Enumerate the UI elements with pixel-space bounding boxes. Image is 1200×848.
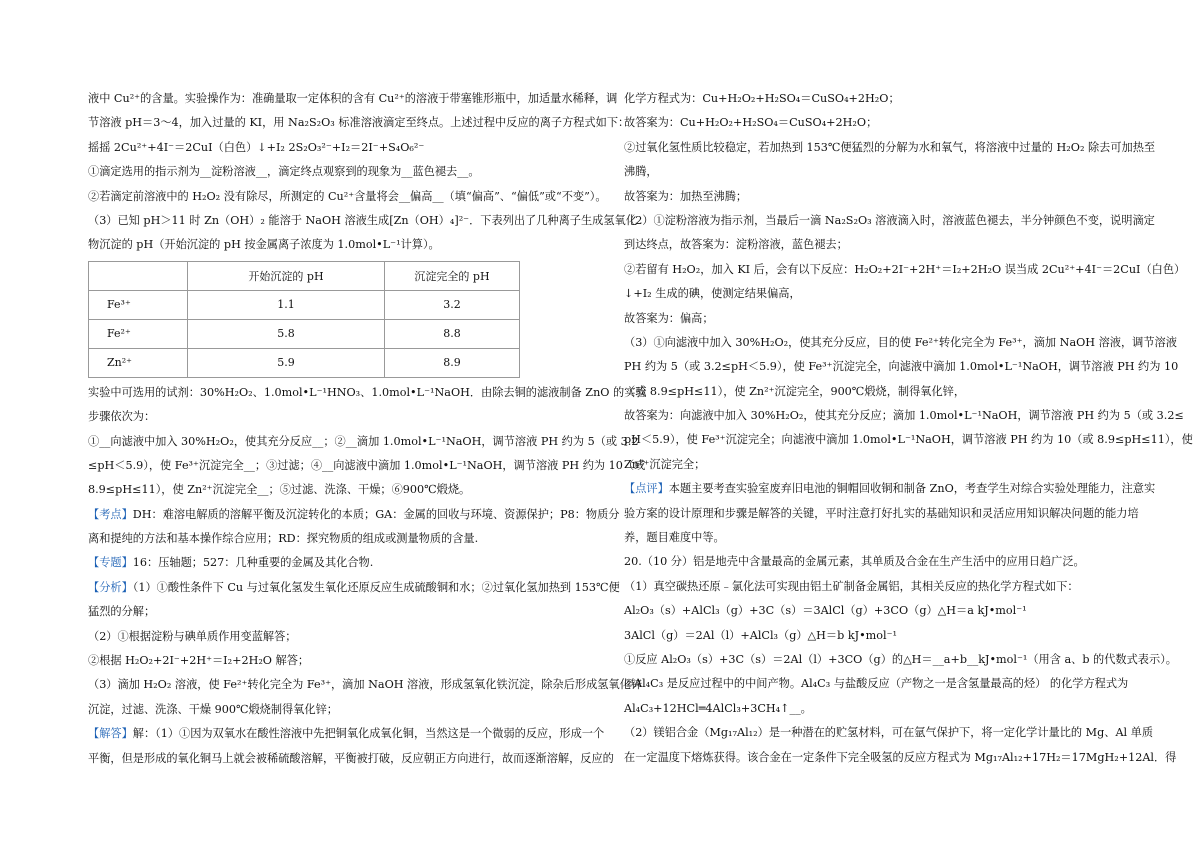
- text-line: （3）滴加 H₂O₂ 溶液，使 Fe²⁺转化完全为 Fe³⁺，滴加 NaOH 溶液，形成氢氧化铁沉淀，除杂后形成氢氧化锌: [88, 678, 643, 692]
- kaodian-text: DH：难溶电解质的溶解平衡及沉淀转化的本质；GA：金属的回收与环境、资源保护；P8：物质分: [132, 507, 620, 521]
- text-line: ①滴定选用的指示剂为__淀粉溶液__，滴定终点观察到的现象为__蓝色褪去__。: [88, 165, 480, 179]
- text-line: 沉淀，过滤、洗涤、干燥 900℃煅烧制得氧化锌；: [88, 702, 338, 716]
- table-cell: Fe³⁺: [89, 290, 188, 319]
- text-line: 沸腾，: [624, 165, 658, 179]
- text-line: 故答案为：加热至沸腾；: [624, 189, 748, 203]
- jieda-tag: 【解答】: [88, 727, 133, 741]
- text-line: ②过氧化氢性质比较稳定，若加热到 153℃便猛烈的分解为水和氧气，将溶液中过量的 H₂O₂ 除去可加热至: [624, 140, 1156, 154]
- text-line: ②根据 H₂O₂+2I⁻+2H⁺＝I₂+2H₂O 解答；: [88, 654, 310, 668]
- table-cell: Fe²⁺: [89, 319, 188, 348]
- kaodian-tag: 【考点】: [88, 507, 133, 521]
- text-line: 故答案为：Cu+H₂O₂+H₂SO₄＝CuSO₄+2H₂O；: [624, 116, 878, 130]
- table-row: [89, 290, 520, 319]
- ph-table: [88, 261, 520, 378]
- text-line: 物沉淀的 pH（开始沉淀的 pH 按金属离子浓度为 1.0mol•L⁻¹计算）。: [88, 238, 440, 252]
- dianping-tag: 【点评】: [624, 482, 669, 496]
- table-cell: 5.9: [188, 348, 385, 377]
- table-header-row: [89, 261, 520, 290]
- table-row: [89, 319, 520, 348]
- question-heading: 20.（10 分）铝是地壳中含量最高的金属元素，其单质及合金在生产生活中的应用日趋广泛。: [624, 555, 1085, 569]
- text-line: 化学方程式为：Cu+H₂O₂+H₂SO₄＝CuSO₄+2H₂O；: [624, 92, 900, 105]
- text-line: 离和提纯的方法和基本操作综合应用；RD：探究物质的组成或测量物质的含量.: [88, 532, 479, 546]
- text-line: 在一定温度下熔炼获得。该合金在一定条件下完全吸氢的反应方程式为 Mg₁₇Al₁₂+17H₂＝17MgH₂+12Al．得: [624, 750, 1177, 764]
- text-line: 节溶液 pH＝3～4，加入过量的 KI，用 Na₂S₂O₃ 标准溶液滴定至终点。上述过程中反应的离子方程式如下：: [88, 116, 630, 130]
- text-line: 故答案为：向滤液中加入 30%H₂O₂，使其充分反应；滴加 1.0mol•L⁻¹NaOH，调节溶液 PH 约为 5（或 3.2≤: [624, 409, 1184, 423]
- table-cell: 1.1: [188, 290, 385, 319]
- text-line: ①__向滤液中加入 30%H₂O₂，使其充分反应__；②__滴加 1.0mol•L⁻¹NaOH，调节溶液 PH 约为 5（或 3.2: [88, 434, 639, 448]
- text-line: 步骤依次为：: [88, 410, 156, 424]
- text-line: ②若滴定前溶液中的 H₂O₂ 没有除尽，所测定的 Cu²⁺含量将会__偏高__（填“偏高”、“偏低”或“不变”）。: [88, 189, 607, 203]
- fenxi-tag: 【分析】: [88, 580, 133, 594]
- text-line: 平衡，但是形成的氧化铜马上就会被稀硫酸溶解，平衡被打破，反应朝正方向进行，故而逐渐溶解，反应的: [88, 751, 614, 765]
- text-line: 实验中可选用的试剂：30%H₂O₂、1.0mol•L⁻¹HNO₃、1.0mol•L⁻¹NaOH．由除去铜的滤液制备 ZnO 的实验: [88, 385, 647, 399]
- fenxi-text: （1）①酸性条件下 Cu 与过氧化氢发生氧化还原反应生成硫酸铜和水；②过氧化氢加热到 153℃便: [132, 580, 620, 594]
- zhuanti-text: 16：压轴题；527：几种重要的金属及其化合物.: [132, 556, 374, 570]
- text-line: 摇摇 2Cu²⁺+4I⁻＝2CuI（白色）↓+I₂ 2S₂O₃²⁻+I₂＝2I⁻+S₄O₆²⁻: [88, 140, 425, 154]
- dianping-line: [624, 482, 1156, 496]
- table-cell: 3.2: [385, 290, 520, 319]
- table-cell: 8.9: [385, 348, 520, 377]
- fenxi-line: [88, 580, 620, 595]
- dianping-text: 本题主要考查实验室废弃旧电池的铜帽回收铜和制备 ZnO，考查学生对综合实验处理能力，注意实: [668, 482, 1156, 496]
- table-cell: 8.8: [385, 319, 520, 348]
- text-line: 故答案为：偏高；: [624, 311, 714, 325]
- text-line: 8.9≤pH≤11），使 Zn²⁺沉淀完全__；⑤过滤、洗涤、干燥；⑥900℃煅烧。: [88, 483, 471, 497]
- table-header-cell: 沉淀完全的 pH: [385, 261, 520, 290]
- kaodian-line: [88, 507, 620, 522]
- zhuanti-tag: 【专题】: [88, 556, 133, 570]
- text-line: 验方案的设计原理和步骤是解答的关键，平时注意打好扎实的基础知识和灵活应用知识解决问题的能力培: [624, 506, 1139, 520]
- text-line: 猛烈的分解；: [88, 605, 156, 619]
- text-line: （或 8.9≤pH≤11），使 Zn²⁺沉淀完全，900℃煅烧，制得氧化锌，: [624, 384, 966, 398]
- text-line: 养，题目难度中等。: [624, 531, 725, 545]
- text-line: Al₂O₃（s）+AlCl₃（g）+3C（s）＝3AlCl（g）+3CO（g）△H＝a kJ•mol⁻¹: [624, 604, 1027, 618]
- text-line: ②若留有 H₂O₂，加入 KI 后，会有以下反应：H₂O₂+2I⁻+2H⁺＝I₂+2H₂O 误当成 2Cu²⁺+4I⁻＝2CuI（白色）: [624, 262, 1186, 276]
- text-line: PH 约为 5（或 3.2≤pH＜5.9），使 Fe³⁺沉淀完全，向滤液中滴加 1.0mol•L⁻¹NaOH，调节溶液 PH 约为 10: [624, 360, 1179, 374]
- table-header-cell: 开始沉淀的 pH: [188, 261, 385, 290]
- jieda-text: 解：（1）①因为双氧水在酸性溶液中先把铜氧化成氧化铜，当然这是一个微弱的反应，形成一个: [132, 727, 605, 741]
- table-row: [89, 348, 520, 377]
- text-line: ②Al₄C₃ 是反应过程中的中间产物。Al₄C₃ 与盐酸反应（产物之一是含氢量最高的烃） 的化学方程式为: [624, 677, 1129, 691]
- text-line: ①反应 Al₂O₃（s）+3C（s）＝2Al（l）+3CO（g）的△H＝__a+b__kJ•mol⁻¹（用含 a、b 的代数式表示）。: [624, 652, 1177, 666]
- text-line: ↓+I₂ 生成的碘，使测定结果偏高，: [624, 287, 801, 301]
- text-line: （2）镁铝合金（Mg₁₇Al₁₂）是一种潜在的贮氢材料，可在氩气保护下，将一定化学计量比的 Mg、Al 单质: [624, 726, 1154, 740]
- text-line: Al₄C₃+12HCl═4AlCl₃+3CH₄↑__。: [624, 701, 812, 715]
- text-line: （1）真空碳热还原﹣氯化法可实现由铝土矿制备金属铝，其相关反应的热化学方程式如下：: [624, 579, 1079, 593]
- table-cell: Zn²⁺: [89, 348, 188, 377]
- text-line: 液中 Cu²⁺的含量。实验操作为：准确量取一定体积的含有 Cu²⁺的溶液于带塞锥形瓶中，加适量水稀释，调: [88, 92, 618, 105]
- text-line: ≤pH＜5.9），使 Fe³⁺沉淀完全__；③过滤；④__向滤液中滴加 1.0mol•L⁻¹NaOH，调节溶液 PH 约为 10（或: [88, 458, 646, 472]
- text-line: （3）①向滤液中加入 30%H₂O₂，使其充分反应，目的使 Fe²⁺转化完全为 Fe³⁺，滴加 NaOH 溶液，调节溶液: [624, 335, 1177, 349]
- text-line: 3AlCl（g）＝2Al（l）+AlCl₃（g）△H＝b kJ•mol⁻¹: [624, 628, 897, 642]
- text-line: （2）①淀粉溶液为指示剂，当最后一滴 Na₂S₂O₃ 溶液滴入时，溶液蓝色褪去，半分钟颜色不变，说明滴定: [624, 213, 1155, 227]
- text-line: pH＜5.9），使 Fe³⁺沉淀完全；向滤液中滴加 1.0mol•L⁻¹NaOH，调节溶液 PH 约为 10（或 8.9≤pH≤11），使: [624, 433, 1193, 447]
- text-line: Zn²⁺沉淀完全；: [624, 457, 706, 471]
- table-cell: 5.8: [188, 319, 385, 348]
- table-header-cell: [89, 261, 188, 290]
- text-line: 到达终点，故答案为：淀粉溶液，蓝色褪去；: [624, 238, 848, 252]
- right-column: [624, 92, 1193, 775]
- zhuanti-line: [88, 556, 593, 570]
- jieda-line: [88, 727, 605, 741]
- text-line: （2）①根据淀粉与碘单质作用变蓝解答；: [88, 629, 297, 643]
- text-line: （3）已知 pH＞11 时 Zn（OH）₂ 能溶于 NaOH 溶液生成[Zn（OH）₄]²⁻．下表列出了几种离子生成氢氧化: [88, 213, 637, 227]
